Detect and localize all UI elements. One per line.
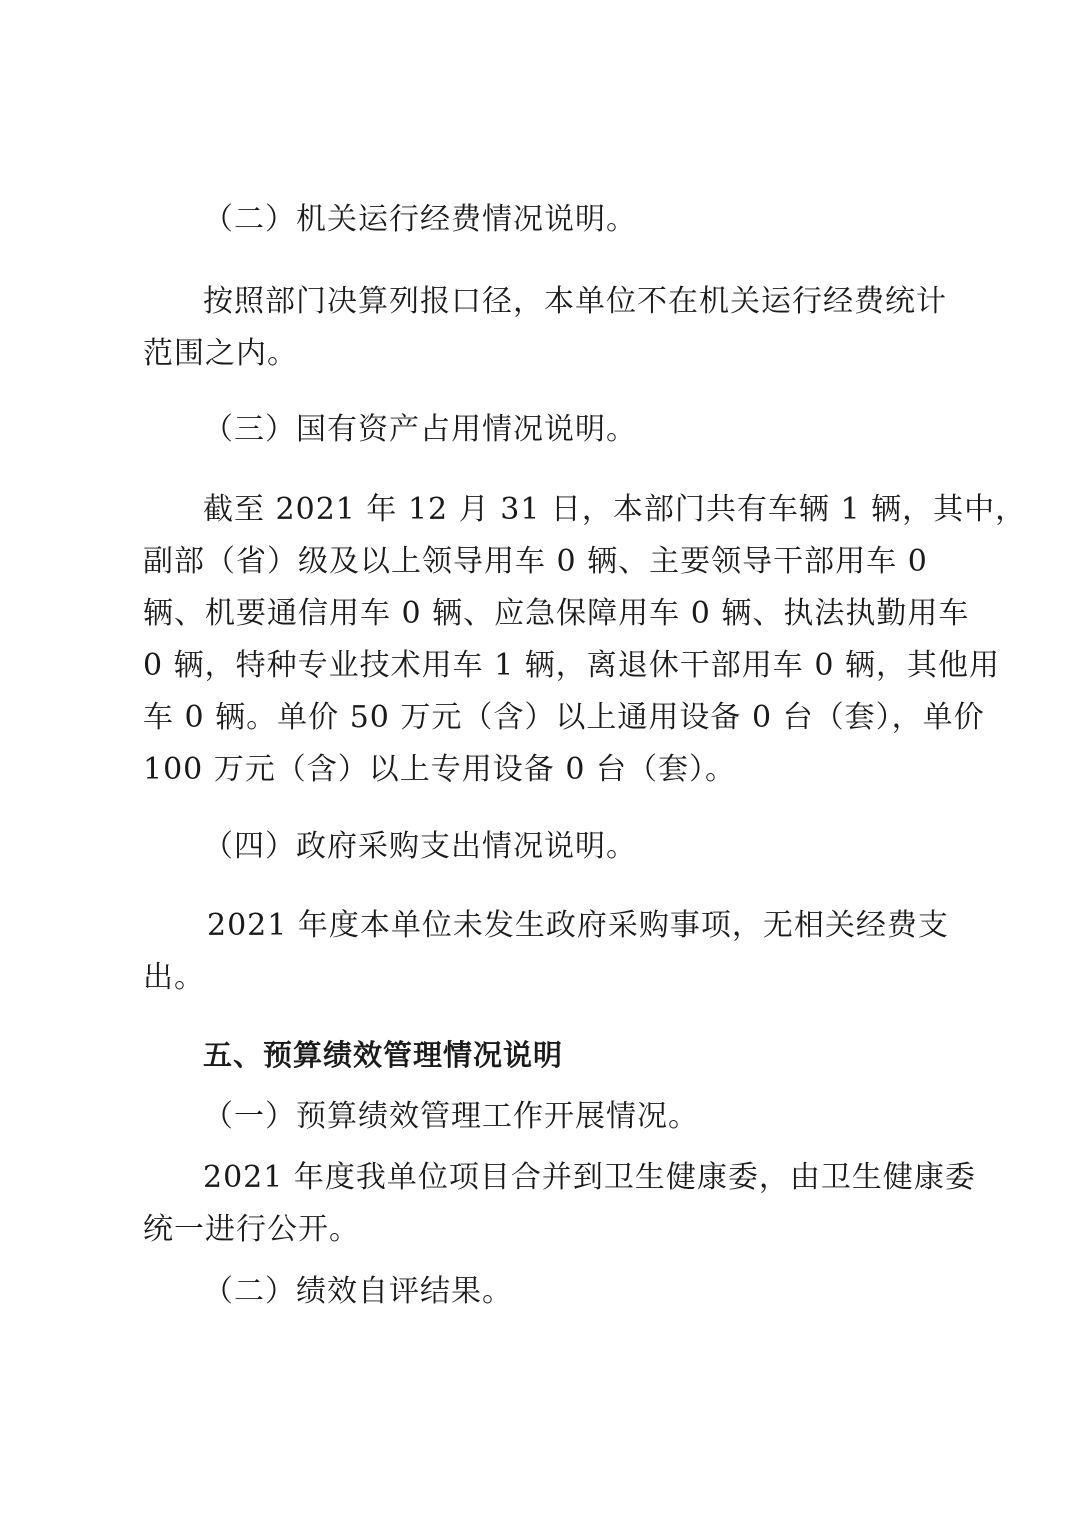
part-5-sub-1-body-line-1: 2021 年度我单位项目合并到卫生健康委，由卫生健康委 (203, 1160, 976, 1195)
part-5-sub-2-title: （二）绩效自评结果。 (203, 1274, 513, 1309)
part-5-heading: 五、预算绩效管理情况说明 (203, 1038, 564, 1072)
section-2-body-line-1: 按照部门决算列报口径，本单位不在机关运行经费统计 (203, 284, 947, 319)
part-5-sub-1-body-line-2: 统一进行公开。 (143, 1212, 360, 1247)
section-3-title: （三）国有资产占用情况说明。 (203, 412, 637, 447)
section-3-body-line-3: 辆、机要通信用车 0 辆、应急保障用车 0 辆、执法执勤用车 (143, 596, 970, 631)
section-3-body-line-5: 车 0 辆。单价 50 万元（含）以上通用设备 0 台（套），单价 (143, 700, 985, 735)
section-3-body-line-4: 0 辆，特种专业技术用车 1 辆，离退休干部用车 0 辆，其他用 (143, 648, 1000, 683)
section-4-title: （四）政府采购支出情况说明。 (203, 829, 637, 864)
part-5-sub-1-title: （一）预算绩效管理工作开展情况。 (203, 1099, 699, 1134)
section-3-body-line-2: 副部（省）级及以上领导用车 0 辆、主要领导干部用车 0 (143, 544, 928, 579)
section-3-body-line-1: 截至 2021 年 12 月 31 日，本部门共有车辆 1 辆，其中， (203, 492, 1027, 527)
section-2-title: （二）机关运行经费情况说明。 (203, 202, 637, 237)
section-2-body-line-2: 范围之内。 (143, 336, 298, 371)
section-4-body-line-1: 2021 年度本单位未发生政府采购事项，无相关经费支 (207, 908, 949, 943)
section-4-body-line-2: 出。 (143, 960, 205, 995)
section-3-body-line-6: 100 万元（含）以上专用设备 0 台（套）。 (143, 752, 736, 787)
